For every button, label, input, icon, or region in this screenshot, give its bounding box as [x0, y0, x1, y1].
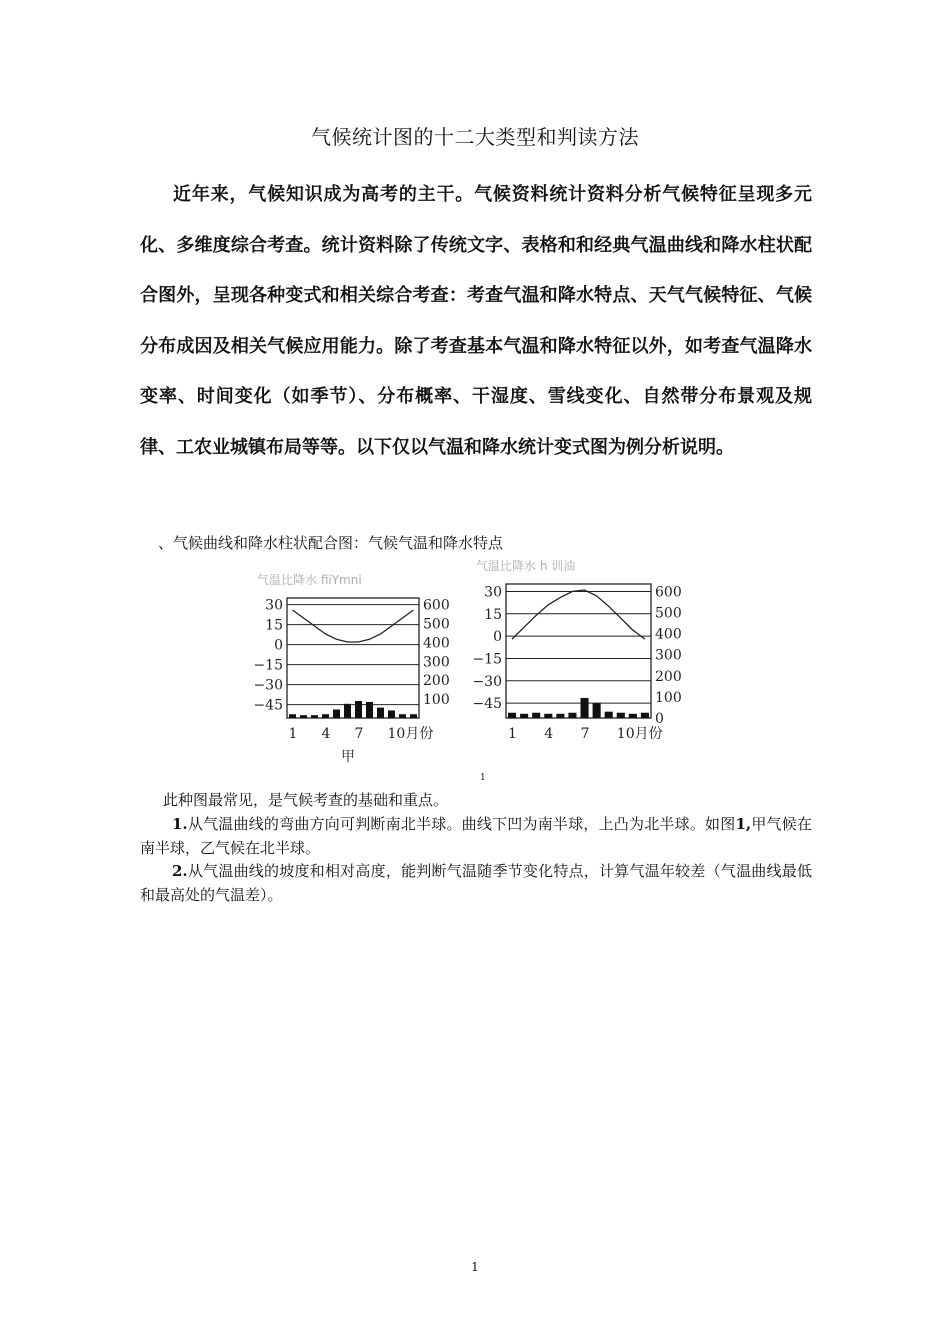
item-1-cont-text: 甲气候在南半球，乙气候在北半球。	[140, 815, 812, 857]
chart-乙-precip-bar	[508, 713, 516, 718]
climate-charts-svg	[250, 560, 690, 765]
chart-乙-left-tick: −30	[472, 673, 502, 690]
chart-甲-precip-bar	[366, 702, 373, 718]
page-title: 气候统计图的十二大类型和判读方法	[311, 125, 639, 149]
chart-乙-precip-bar	[581, 698, 589, 718]
item-1-cont-number: 1,	[735, 815, 752, 833]
chart-甲-precip-bar	[300, 715, 307, 718]
chart-甲-caption: 甲	[341, 749, 355, 765]
chart-甲-right-tick: 400	[423, 635, 450, 652]
item-2-text: 从气温曲线的坡度和相对高度，能判断气温随季节变化特点，计算气温年较差（气温曲线最低和最高处的气温差）。	[140, 862, 812, 904]
chart-甲-right-tick: 100	[423, 692, 450, 709]
chart-乙-precip-bar	[629, 714, 637, 718]
chart-乙-precip-bar	[532, 713, 540, 718]
item-1-number: 1.	[172, 815, 188, 833]
chart-甲-x-tick: 10月份	[387, 726, 434, 742]
chart-乙-x-tick: 4	[544, 726, 554, 742]
chart-甲-right-tick: 500	[423, 616, 450, 633]
chart-甲-x-tick: 7	[354, 726, 364, 742]
chart-甲-x-tick: 1	[288, 726, 298, 742]
page-number: 1	[471, 1260, 479, 1274]
chart-甲-right-tick: 600	[423, 597, 450, 614]
intro-paragraph: 近年来，气候知识成为高考的主干。气候资料统计资料分析气候特征呈现多元化、多维度综合考查。统计资料除了传统文字、表格和和经典气温曲线和降水柱状配合图外，呈现各种变式和相关综合考查：考查气温和降水特点、天气气候特征、气候分布成因及相关气候应用能力。除了考查基本气温和降水特征以外，如考查气温降水变率、时间变化（如季节）、分布概率、干湿度、雪线变化、自然带分布景观及规律、工农业城镇布局等等。以下仅以气温和降水统计变式图为例分析说明。	[140, 184, 812, 458]
chart-甲-precip-bar	[355, 701, 362, 718]
chart-甲-precip-bar	[289, 714, 296, 718]
chart-甲-left-tick: −30	[253, 677, 283, 694]
numbered-item-2	[140, 859, 812, 907]
chart-乙-left-tick: 30	[484, 584, 502, 601]
chart-甲-right-tick: 300	[423, 654, 450, 671]
chart-乙-left-tick: −45	[472, 696, 502, 713]
item-1-text: 从气温曲线的弯曲方向可判断南北半球。曲线下凹为南半球，上凸为北半球。如图	[187, 815, 736, 833]
chart-乙-left-tick: −15	[472, 651, 502, 668]
section-heading: 、气候曲线和降水柱状配合图：气候气温和降水特点	[158, 534, 504, 552]
chart-乙-precip-bar	[641, 713, 649, 718]
chart-甲-frame	[287, 598, 419, 718]
chart-乙-temp-curve	[512, 590, 645, 639]
chart-甲-precip-bar	[344, 704, 351, 718]
chart-乙-precip-bar	[617, 713, 625, 718]
chart-甲-temp-curve	[293, 610, 414, 642]
chart-乙-right-tick: 300	[655, 647, 682, 664]
chart-乙-precip-bar	[520, 714, 528, 718]
chart-乙-right-tick: 500	[655, 605, 682, 622]
chart-甲-left-tick: 15	[265, 617, 283, 634]
footnote-mark: 1	[480, 773, 486, 783]
chart-乙-precip-bar	[593, 703, 601, 718]
chart-甲-left-tick: −45	[253, 697, 283, 714]
item-2-number: 2.	[172, 862, 188, 880]
chart-甲-left-tick: 30	[265, 597, 283, 614]
chart-乙-x-tick: 10月份	[616, 726, 663, 742]
chart-乙-faded-title: 气温比降水 h 训油	[476, 560, 576, 573]
climate-charts	[250, 560, 690, 765]
chart-乙-left-tick: 0	[493, 629, 502, 646]
chart-乙-right-tick: 200	[655, 668, 682, 685]
chart-甲-precip-bar	[377, 708, 384, 718]
paragraph-basics: 此种图最常见，是气候考查的基础和重点。	[163, 791, 449, 809]
chart-乙-precip-bar	[568, 713, 576, 718]
chart-甲-left-tick: 0	[274, 637, 283, 654]
chart-甲-left-tick: −15	[253, 657, 283, 674]
chart-甲-precip-bar	[311, 715, 318, 718]
chart-乙-frame	[506, 584, 651, 718]
chart-乙-precip-bar	[556, 714, 564, 718]
chart-乙-x-tick: 1	[508, 726, 517, 742]
chart-甲-precip-bar	[333, 710, 340, 719]
numbered-item-1	[140, 812, 812, 860]
chart-乙-right-tick: 600	[655, 584, 682, 601]
chart-甲-right-tick: 200	[423, 673, 450, 690]
chart-乙-right-tick: 400	[655, 626, 682, 643]
chart-甲-precip-bar	[322, 714, 329, 718]
chart-甲-faded-title: 气温比降水 fiiYmni	[257, 573, 362, 587]
chart-乙-right-tick: 100	[655, 689, 682, 706]
chart-乙-precip-bar	[544, 714, 552, 718]
chart-甲-precip-bar	[410, 714, 417, 718]
chart-乙-x-tick: 7	[580, 726, 590, 742]
chart-甲-x-tick: 4	[321, 726, 331, 742]
chart-甲-precip-bar	[399, 714, 406, 718]
chart-甲-precip-bar	[388, 710, 395, 718]
chart-乙-precip-bar	[605, 712, 613, 718]
chart-乙-right-tick: 0	[655, 711, 664, 727]
chart-乙-left-tick: 15	[484, 606, 502, 623]
